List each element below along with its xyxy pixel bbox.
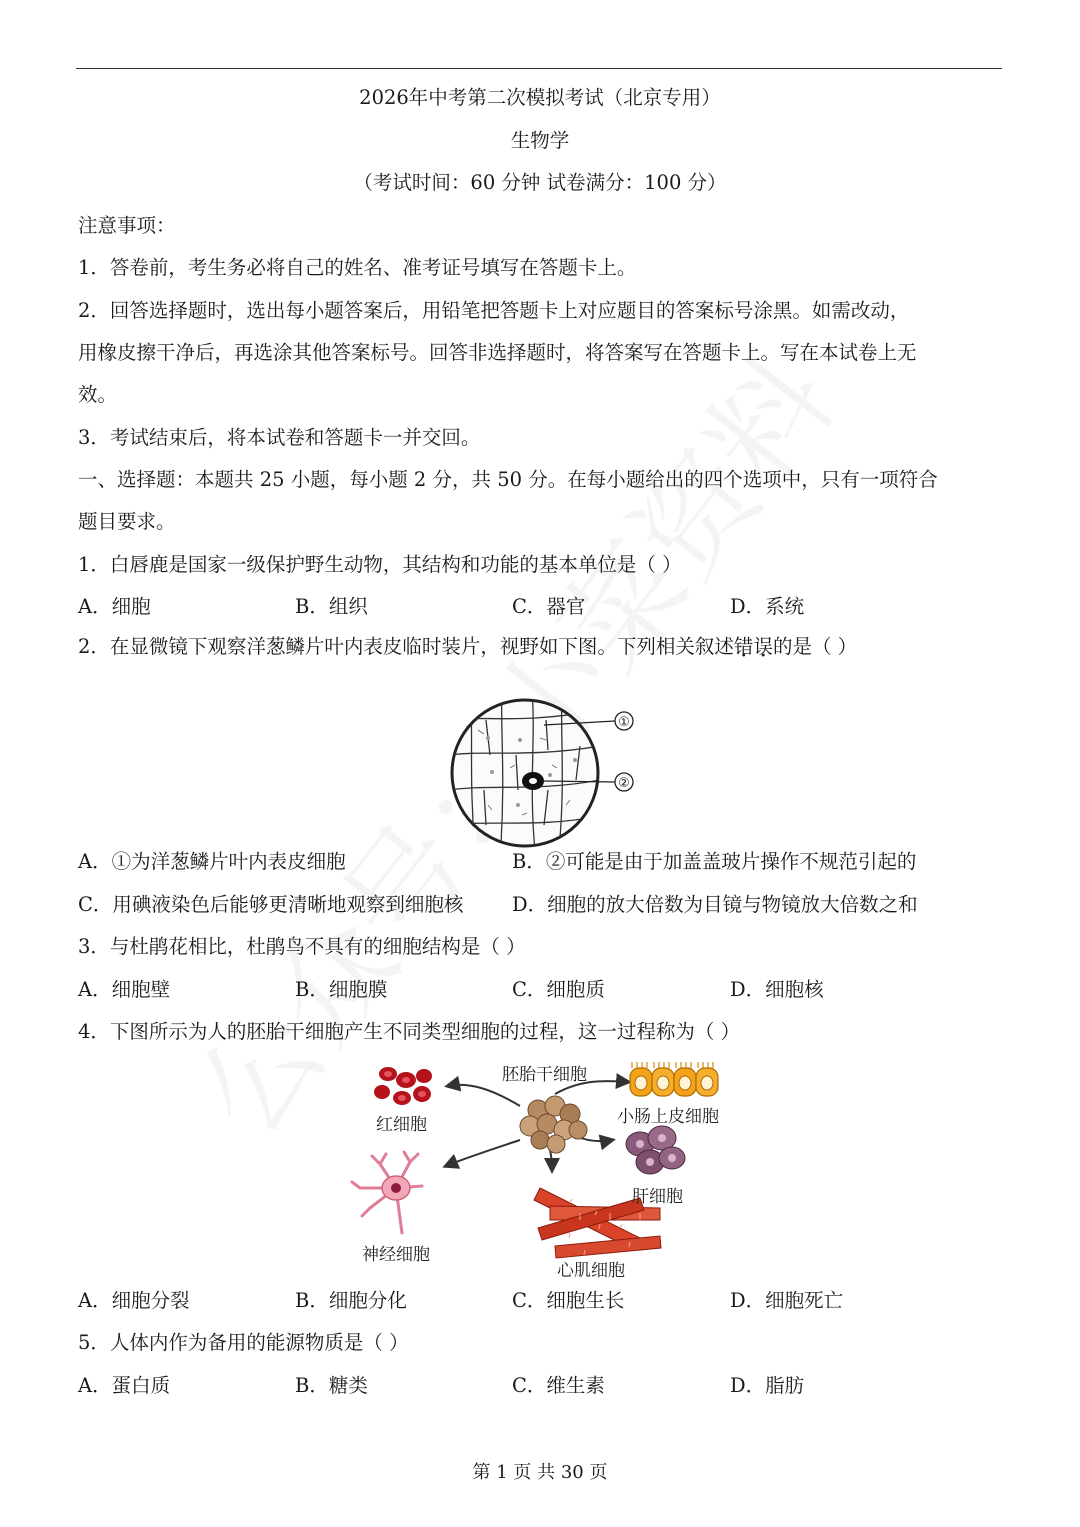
- q2-option-d: D．细胞的放大倍数为目镜与物镜放大倍数之和: [512, 893, 918, 916]
- q4-option-a: A．细胞分裂: [78, 1289, 190, 1312]
- q4-fig-liver-label: 肝细胞: [632, 1187, 683, 1207]
- q5-option-c: C．维生素: [512, 1374, 605, 1397]
- q2-emphasis-1: 错: [733, 635, 754, 658]
- q4-option-c: C．细胞生长: [512, 1289, 625, 1312]
- q3-stem: 3．与杜鹃花相比，杜鹃鸟不具有的细胞结构是（ ）: [78, 935, 526, 958]
- note-2-line-1: 2．回答选择题时，选出每小题答案后，用铅笔把答题卡上对应题目的答案标号涂黑。如需改动，: [78, 299, 910, 322]
- q4-option-d: D．细胞死亡: [730, 1289, 844, 1312]
- q4-fig-rbc-label: 红细胞: [376, 1115, 427, 1135]
- q5-option-d: D．脂肪: [730, 1374, 805, 1397]
- q5-option-a: A．蛋白质: [78, 1374, 171, 1397]
- note-3: 3．考试结束后，将本试卷和答题卡一并交回。: [78, 426, 481, 449]
- notes-heading: 注意事项：: [78, 214, 176, 237]
- top-rule: [76, 68, 1002, 69]
- q1-option-a: A．细胞: [78, 595, 151, 618]
- note-2-line-3: 效。: [78, 383, 118, 406]
- note-2-line-2: 用橡皮擦干净后，再选涂其他答案标号。回答非选择题时，将答案写在答题卡上。写在本试卷上无: [78, 341, 917, 364]
- q5-stem: 5．人体内作为备用的能源物质是（ ）: [78, 1331, 409, 1354]
- q4-fig-stem-cell-label: 胚胎干细胞: [502, 1065, 587, 1085]
- page-footer: 第 1 页 共 30 页: [472, 1462, 608, 1483]
- q3-option-b: B．细胞膜: [295, 978, 388, 1001]
- exam-title: 2026年中考第二次模拟考试（北京专用）: [359, 86, 721, 109]
- q4-stem: 4．下图所示为人的胚胎干细胞产生不同类型细胞的过程，这一过程称为（ ）: [78, 1020, 741, 1043]
- q2-emphasis-2: 误: [753, 635, 773, 658]
- q1-option-b: B．组织: [295, 595, 368, 618]
- q2-option-b: B．②可能是由于加盖盖玻片操作不规范引起的: [512, 850, 917, 873]
- subject-title: 生物学: [510, 129, 570, 152]
- q2-option-c: C．用碘液染色后能够更清晰地观察到细胞核: [78, 893, 464, 916]
- q2-option-a: A．①为洋葱鳞片叶内表皮细胞: [78, 850, 346, 873]
- q2-stem-post: 的是（ ）: [772, 635, 858, 658]
- exam-info: （考试时间：60 分钟 试卷满分：100 分）: [353, 171, 727, 194]
- q4-option-b: B．细胞分化: [295, 1289, 407, 1312]
- note-1: 1．答卷前，考生务必将自己的姓名、准考证号填写在答题卡上。: [78, 256, 637, 279]
- q2-stem-pre: 2．在显微镜下观察洋葱鳞片叶内表皮临时装片，视野如下图。下列相关叙述: [78, 635, 734, 658]
- section-heading-line-1: 一、选择题：本题共 25 小题，每小题 2 分，共 50 分。在每小题给出的四个选项中，只有一项符合: [78, 468, 938, 491]
- q1-stem: 1．白唇鹿是国家一级保护野生动物，其结构和功能的基本单位是（ ）: [78, 553, 682, 576]
- q4-fig-heart-label: 心肌细胞: [557, 1261, 625, 1281]
- q1-option-c: C．器官: [512, 595, 586, 618]
- q5-option-b: B．糖类: [295, 1374, 368, 1397]
- q2-figure-label-2: ②: [618, 776, 630, 791]
- q3-option-d: D．细胞核: [730, 978, 824, 1001]
- q3-option-c: C．细胞质: [512, 978, 605, 1001]
- q3-option-a: A．细胞壁: [78, 978, 171, 1001]
- q2-stem: [78, 633, 1004, 661]
- q2-figure-label-1: ①: [618, 715, 630, 730]
- q4-fig-nerve-label: 神经细胞: [362, 1245, 430, 1265]
- q1-option-d: D．系统: [730, 595, 805, 618]
- q4-fig-intestine-label: 小肠上皮细胞: [617, 1107, 719, 1127]
- section-heading-line-2: 题目要求。: [78, 510, 176, 533]
- microscope-field-figure: [440, 680, 650, 870]
